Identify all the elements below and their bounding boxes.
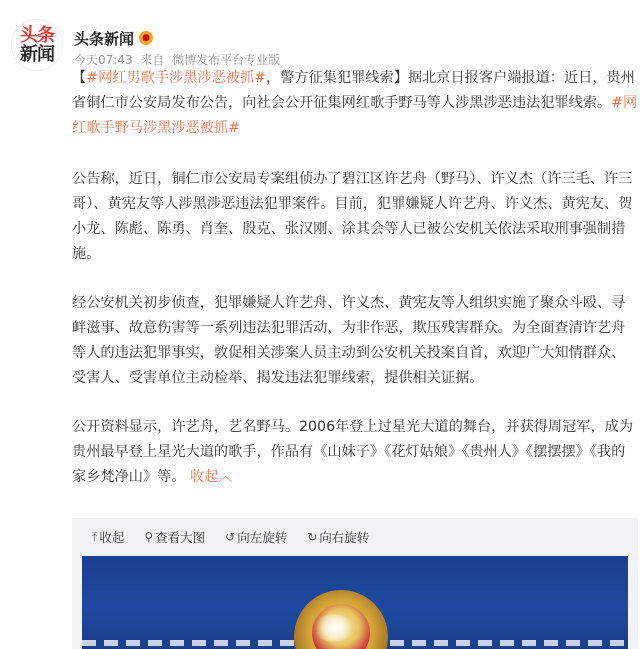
rotate-left-label: 向左旋转 — [237, 530, 288, 545]
collapse-link[interactable] — [190, 469, 233, 485]
hashtag-link-1[interactable]: #网红男歌手涉黑涉恶被抓# — [86, 70, 267, 86]
rotate-left-button[interactable] — [225, 528, 287, 546]
post-paragraph-3: 经公安机关初步侦查，犯罪嫌疑人许艺舟、许义杰、黄宪友等人组织实施了聚众斗殴、寻衅滋事、故意伤害等一系列违法犯罪活动，为非作恶，欺压残害群众。为全面查清许艺舟等人的违法犯罪事实，敦促相关涉案人员主动到公安机关投案自首，欢迎广大知情群众、受害人、受害单位主动检举、揭发违法犯罪线索，提供相关证据。 — [72, 295, 626, 386]
account-name[interactable]: 头条新闻 — [74, 29, 135, 48]
post-paragraph-2: 公告称，近日，铜仁市公安局专案组侦办了碧江区许艺舟（野马）、许义杰（许三毛、许三哥）、黄宪友等人涉黑涉恶违法犯罪案件。目前，犯罪嫌疑人许艺舟、许义杰、黄宪友、贺小龙、陈彪、陈勇、肖奎、殷克、张汉刚、涂其会等人已被公安机关依法采取刑事强制措施。 — [72, 171, 633, 262]
post-time[interactable]: 今天07:43 — [74, 53, 133, 67]
collapse-image-label: 收起 — [99, 530, 125, 545]
collapse-label: 收起 — [190, 469, 219, 485]
toutiao-news-logo — [12, 20, 62, 70]
rotate-left-icon: ↺ — [225, 530, 236, 544]
rotate-right-button[interactable] — [307, 528, 369, 546]
collapse-image-button[interactable] — [92, 528, 124, 546]
image-toolbar — [72, 518, 638, 556]
search-icon: ⚲ — [144, 530, 154, 544]
from-label: 来自 — [140, 53, 165, 67]
bracket-open: 【 — [72, 70, 87, 86]
collapse-arrow-icon: ⤒ — [92, 529, 98, 544]
post-paragraph-4 — [72, 415, 638, 490]
hashtag-link-2[interactable]: #网红歌手野马涉黑涉恶被抓# — [72, 95, 638, 136]
post-paragraph-1 — [72, 66, 638, 141]
image-viewer — [72, 556, 638, 649]
post-image[interactable] — [82, 556, 628, 649]
logo-line-1: 头条 — [20, 25, 54, 46]
view-large-label: 查看大图 — [155, 530, 206, 545]
rotate-right-label: 向右旋转 — [319, 530, 370, 545]
post-source[interactable]: 微博发布平台专业版 — [172, 53, 281, 67]
rotate-right-icon: ↻ — [307, 530, 318, 544]
account-header — [74, 27, 153, 49]
post-content — [72, 66, 638, 514]
chevron-up-icon: ︿ — [218, 469, 233, 485]
vip-badge-icon[interactable]: ● — [139, 31, 153, 45]
light-glare — [314, 614, 354, 642]
avatar[interactable] — [12, 20, 62, 70]
paragraph-1-text: ，警方征集犯罪线索】据北京日报客户端报道：近日，贵州省铜仁市公安局发布公告，向社会公开征集网红歌手野马等人涉黑涉恶违法犯罪线索。 — [72, 70, 635, 111]
view-large-button[interactable] — [144, 528, 205, 546]
logo-line-2: 新闻 — [20, 44, 54, 65]
paragraph-4-text: 公开资料显示，许艺舟，艺名野马。2006年登上过星光大道的舞台，并获得周冠军，成为贵州最早登上星光大道的歌手，作品有《山妹子》《花灯姑娘》《贵州人》《摆摆摆》《我的家乡梵净山》等。 — [72, 419, 634, 485]
